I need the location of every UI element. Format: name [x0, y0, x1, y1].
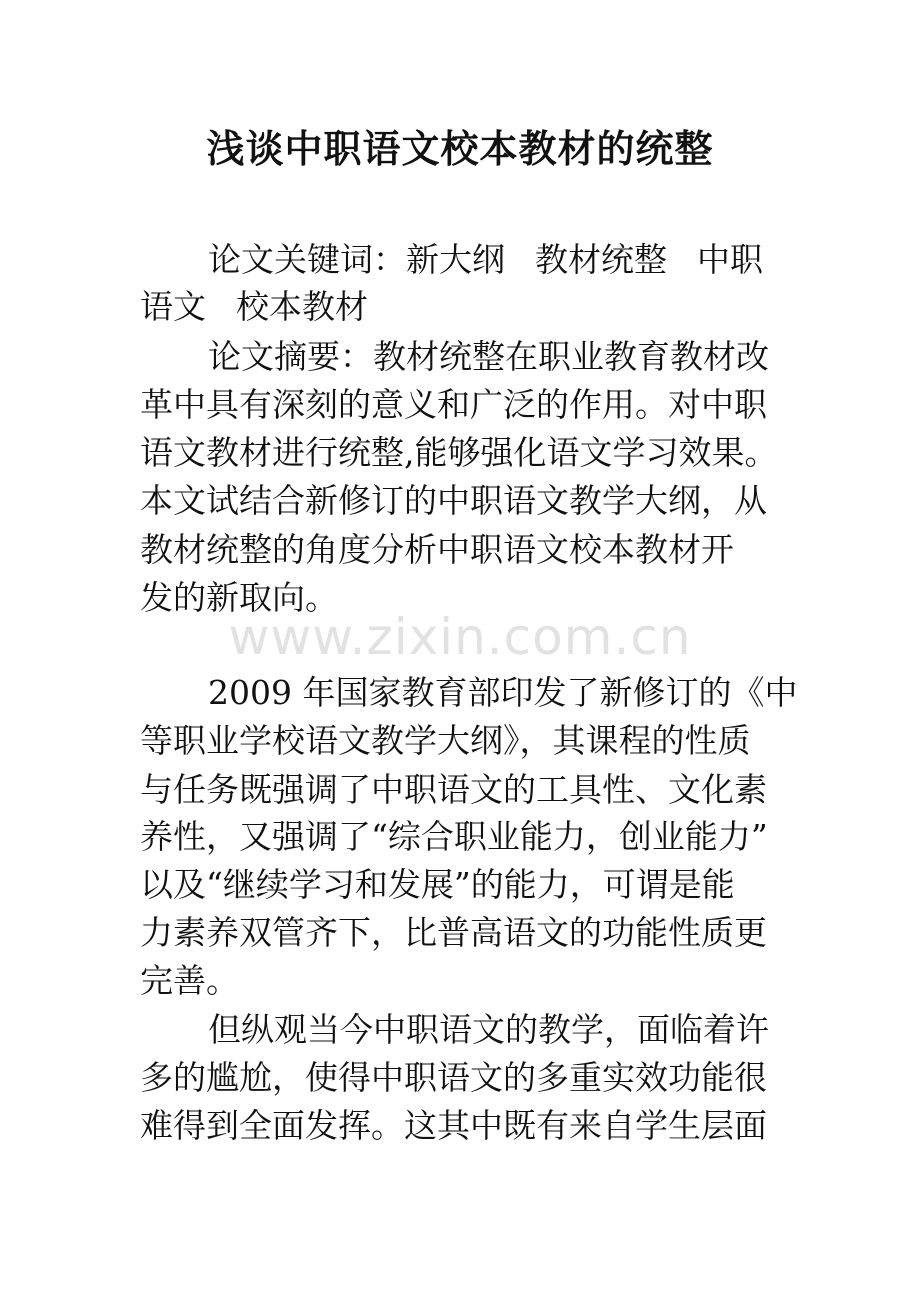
abstract-line: 教材统整的角度分析中职语文校本教材开 [140, 530, 734, 569]
abstract-line: 发的新取向。 [140, 578, 338, 617]
keywords-line-1 [208, 240, 868, 279]
keyword-item: 教材统整 [535, 240, 667, 279]
abstract-line: 革中具有深刻的意义和广泛的作用。对中职 [140, 385, 767, 424]
keywords-line-2 [140, 287, 800, 326]
body-line: 等职业学校语文教学大纲》，其课程的性质 [140, 721, 751, 760]
keyword-item: 中职 [697, 240, 763, 279]
body-line: 难得到全面发挥。这其中既有来自学生层面 [140, 1106, 767, 1145]
abstract-line: 语文教材进行统整,能够强化语文学习效果。 [140, 433, 778, 472]
keywords-label: 论文关键词： [208, 240, 406, 279]
body-line: 2009 年国家教育部印发了新修订的《中 [208, 673, 798, 712]
body-line: 多的尴尬，使得中职语文的多重实效功能很 [140, 1058, 767, 1097]
body-line: 养性，又强调了“综合职业能力，创业能力” [140, 817, 768, 856]
body-line: 与任务既强调了中职语文的工具性、文化素 [140, 770, 767, 809]
page-title: 浅谈中职语文校本教材的统整 [206, 127, 714, 171]
abstract-line: 论文摘要：教材统整在职业教育教材改 [208, 337, 769, 376]
watermark: www.zixin.com.cn [228, 608, 692, 666]
body-line: 力素养双管齐下，比普高语文的功能性质更 [140, 913, 767, 952]
keyword-item: 语文 [140, 287, 206, 326]
body-line: 以及“继续学习和发展”的能力，可谓是能 [140, 865, 735, 904]
body-line: 完善。 [140, 961, 239, 1000]
keyword-item: 校本教材 [236, 287, 368, 326]
body-line: 但纵观当今中职语文的教学，面临着许 [208, 1010, 769, 1049]
keyword-item: 新大纲 [406, 240, 505, 279]
abstract-line: 本文试结合新修订的中职语文教学大纲，从 [140, 481, 767, 520]
